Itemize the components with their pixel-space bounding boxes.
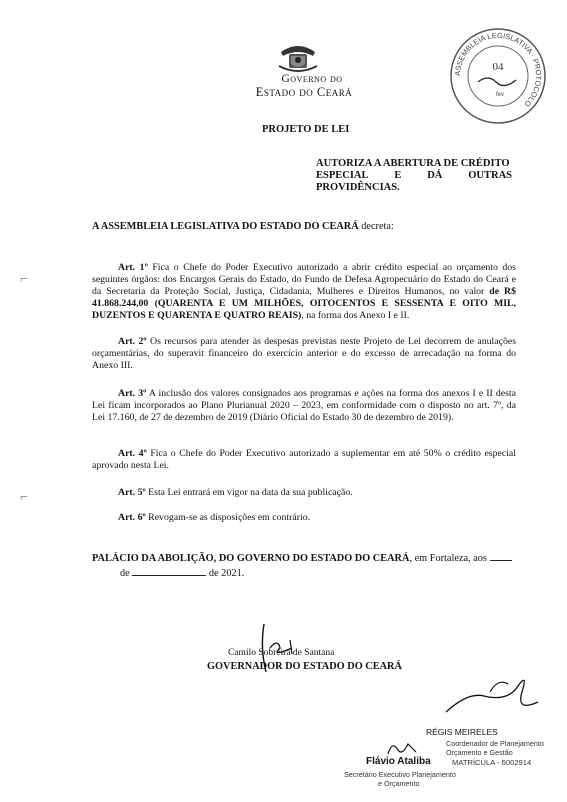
coat-of-arms-icon — [277, 38, 319, 74]
date-de: de — [120, 568, 130, 579]
article-3 — [92, 388, 516, 424]
ementa-word: E — [394, 170, 402, 181]
secretary-signature-icon — [384, 738, 424, 758]
ementa-word: ESPECIAL — [316, 170, 369, 181]
article-label: Art. 6º — [118, 512, 146, 523]
date-year: de 2021. — [208, 568, 245, 579]
protocol-stamp — [448, 26, 548, 126]
coordinator-role: Coordenador de Planejamento — [446, 739, 544, 748]
margin-mark: ⌐ — [20, 272, 28, 287]
place-and-date — [92, 551, 522, 581]
article-label: Art. 1º — [118, 262, 148, 273]
article-label: Art. 2º — [118, 336, 147, 347]
ementa-line3: PROVIDÊNCIAS. — [316, 182, 400, 193]
enact-bold: A ASSEMBLEIA LEGISLATIVA DO ESTADO DO CEARÁ — [92, 221, 359, 232]
margin-mark: ⌐ — [20, 490, 28, 505]
article-2 — [92, 336, 516, 372]
article-label: Art. 3º — [118, 388, 147, 399]
article-label: Art. 5º — [118, 487, 146, 498]
credit-value: de R$ 41.868.244,00 (QUARENTA E UM MILHÕES, OITOCENTOS E SESSENTA E OITO MIL, DUZENTOS E QUARENTA E QUATRO REAIS) — [92, 286, 516, 321]
article-4 — [92, 448, 516, 472]
ementa — [316, 158, 512, 194]
article-text: Revogam-se as disposições em contrário. — [145, 512, 311, 523]
enacting-clause — [92, 221, 394, 232]
article-text: , na forma dos Anexo I e II. — [301, 310, 410, 321]
article-6 — [118, 512, 310, 523]
org-name-line2: Estado do Ceará — [255, 85, 353, 99]
governor-title: GOVERNADOR DO ESTADO DO CEARÁ — [207, 661, 402, 672]
article-5 — [118, 487, 353, 498]
document-title: PROJETO DE LEI — [262, 124, 350, 135]
article-text: Fica o Chefe do Poder Executivo autorizado a abrir crédito especial ao orçamento dos seguintes órgãos: dos Encargos Gerais do Estado, do Fundo de Defesa Agropecuário do Estado do Ceará e da Secretaria da Proteção Social, Justiça, Cidadania, Mulheres e Direitos Humanos, no valor — [92, 262, 516, 297]
secretary-role: Secretário Executivo Planejamento — [344, 770, 456, 779]
stamp-day: 04 — [492, 61, 504, 73]
article-text: Esta Lei entrará em vigor na data da sua publicação. — [145, 487, 353, 498]
stamp-ring-icon — [448, 26, 548, 126]
coordinator-role2: Orçamento e Gestão — [446, 748, 513, 757]
stamp-ring-text: ASSEMBLEIA LEGISLATIVA · PROTOCOLO — [452, 30, 544, 109]
enact-rest: decreta: — [358, 221, 394, 232]
ementa-line1: AUTORIZA A ABERTURA DE CRÉDITO — [316, 158, 510, 169]
article-1 — [92, 262, 516, 322]
secretary-role2: e Orçamento — [378, 779, 420, 788]
day-blank — [490, 551, 512, 561]
stamp-note: fev — [495, 92, 505, 98]
ementa-word: DÁ — [427, 170, 443, 181]
article-label: Art. 4º — [118, 448, 147, 459]
coordinator-signature-icon — [438, 662, 548, 722]
secretary-name: Flávio Ataliba — [366, 756, 431, 767]
org-name-line1: Governo do — [281, 73, 343, 85]
article-text: A inclusão dos valores consignados aos programas e ações na forma dos anexos I e II desta Lei ficam incorporados ao Plano Plurianual 2020 – 2023, em conformidade com o disposto no art. 7º, da Lei 17.160, de 27 de dezembro de 2019 (Diário Oficial do Estado 30 de dezembro de 2019). — [92, 388, 516, 423]
month-blank — [132, 566, 206, 576]
article-text: Fica o Chefe do Poder Executivo autorizado a suplementar em até 50% o crédito especial aprovado nesta Lei. — [92, 448, 516, 471]
ementa-word: OUTRAS — [468, 170, 512, 181]
place-bold: PALÁCIO DA ABOLIÇÃO, DO GOVERNO DO ESTADO DO CEARÁ — [92, 553, 410, 564]
ementa-line2 — [316, 170, 512, 182]
governor-name: Camilo Sobreira de Santana — [228, 648, 335, 658]
place-rest: , em Fortaleza, aos — [409, 553, 487, 564]
coordinator-name: RÉGIS MEIRELES — [426, 727, 498, 737]
coordinator-registration: MATRÍCULA - 6002914 — [452, 758, 532, 767]
article-text: Os recursos para atender às despesas previstas neste Projeto de Lei decorrem de anulações orçamentárias, do superavit financeiro do exercício anterior e do excesso de arrecadação na forma do Anexo III. — [92, 336, 517, 371]
